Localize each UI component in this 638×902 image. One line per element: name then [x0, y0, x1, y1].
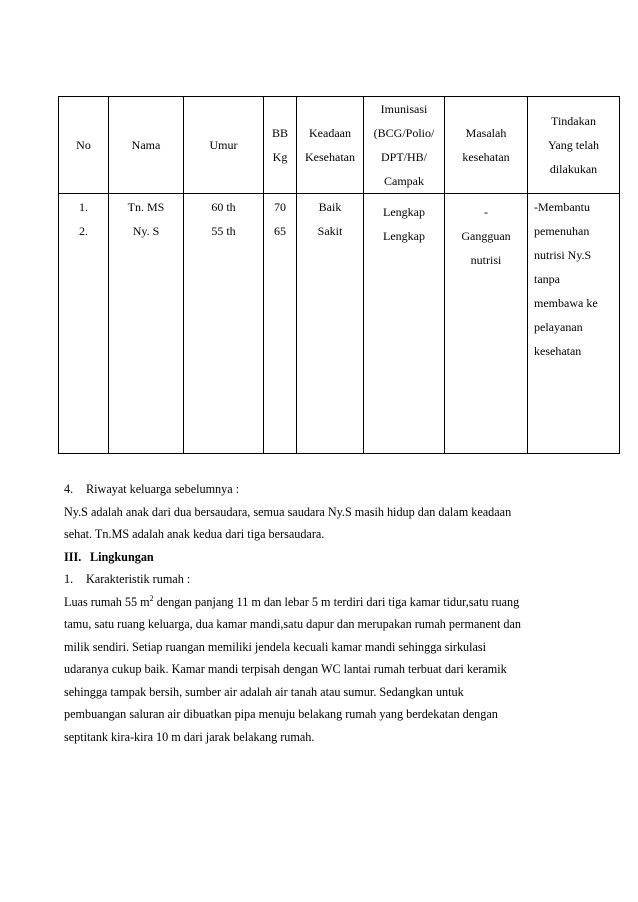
- cell-nama: Tn. MS Ny. S: [109, 194, 184, 454]
- cell-no: 1. 2.: [59, 194, 109, 454]
- table-row: [59, 194, 620, 454]
- cell-masalah: - Gangguan nutrisi: [445, 194, 528, 454]
- house-paragraph-line-3: milik sendiri. Setiap ruangan memiliki jendela kecuali kamar mandi sehingga sirkulasi: [64, 639, 487, 654]
- header-umur: Umur: [184, 97, 264, 194]
- table-header-row: [59, 97, 620, 194]
- header-masalah: Masalah kesehatan: [445, 97, 528, 194]
- cell-keadaan: Baik Sakit: [297, 194, 364, 454]
- header-no: No: [59, 97, 109, 194]
- header-imunisasi: Imunisasi (BCG/Polio/ DPT/HB/ Campak: [364, 97, 445, 194]
- section-4-heading: 4. Riwayat keluarga sebelumnya :: [64, 482, 240, 496]
- house-paragraph-line-2: tamu, satu ruang keluarga, dua kamar mandi,satu dapur dan merupakan rumah permanent dan: [64, 617, 521, 631]
- header-nama: Nama: [109, 97, 184, 194]
- cell-tindakan: -Membantu pemenuhan nutrisi Ny.S tanpa membawa ke pelayanan kesehatan: [528, 194, 620, 454]
- section-4-paragraph-line-1: Ny.S adalah anak dari dua bersaudara, semua saudara Ny.S masih hidup dan dalam keadaan: [64, 504, 512, 519]
- header-keadaan: Keadaan Kesehatan: [297, 97, 364, 194]
- cell-imunisasi: Lengkap Lengkap: [364, 194, 445, 454]
- header-bb: BB Kg: [264, 97, 297, 194]
- header-tindakan: Tindakan Yang telah dilakukan: [528, 97, 620, 194]
- cell-umur: 60 th 55 th: [184, 194, 264, 454]
- house-paragraph-line-1: Luas rumah 55 $m^2$ dengan panjang 11 m dan lebar 5 m terdiri dari tiga kamar tidur,satu ruang: [64, 593, 520, 609]
- house-paragraph-line-7: septitank kira-kira 10 m dari jarak belakang rumah.: [64, 729, 315, 744]
- section-3-heading: III. Lingkungan: [64, 549, 154, 564]
- house-paragraph-line-6: pembuangan saluran air dibuatkan pipa menuju belakang rumah yang berdekatan dengan: [64, 707, 498, 721]
- house-paragraph-line-5: sehingga tampak bersih, sumber air adalah air tanah atau sumur. Sedangkan untuk: [64, 684, 464, 699]
- house-paragraph-line-4: udaranya cukup baik. Kamar mandi terpisah dengan WC lantai rumah terbuat dari keramik: [64, 662, 507, 676]
- cell-bb: 70 65: [264, 194, 297, 454]
- family-table: [58, 96, 620, 454]
- section-4-paragraph-line-2: sehat. Tn.MS adalah anak kedua dari tiga bersaudara.: [64, 527, 325, 541]
- body-text: [64, 478, 561, 748]
- subsection-1-heading: 1. Karakteristik rumah :: [64, 572, 191, 586]
